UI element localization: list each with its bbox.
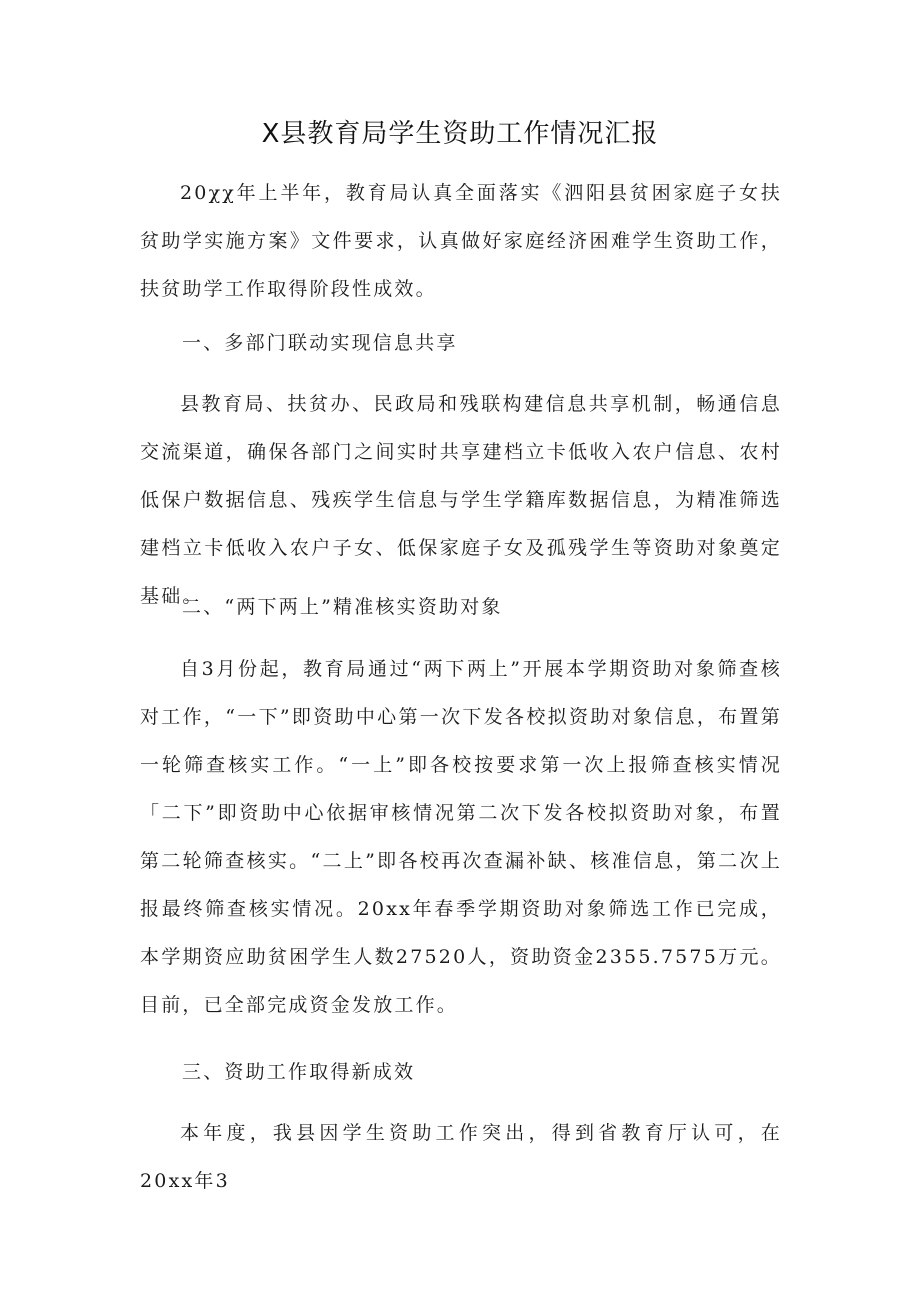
intro-paragraph: 20χχ年上半年，教育局认真全面落实《泗阳县贫困家庭子女扶贫助学实施方案》文件要求，认真做好家庭经济困难学生资助工作，扶贫助学工作取得阶段性成效。 (140, 182, 782, 300)
section-heading-3: 三、资助工作取得新成效 (182, 1061, 416, 1083)
section-heading-2: 二、“两下两上”精准核实资助对象 (182, 596, 503, 618)
section-2-paragraph: 自3月份起，教育局通过“两下两上”开展本学期资助对象筛查核对工作，“一下”即资助中心第一次下发各校拟资助对象信息，布置第一轮筛查核实工作。“一上”即各校按要求第一次上报筛查核实情况「二下”即资助中心依据审核情况第二次下发各校拟资助对象，布置第二轮筛查核实。“二上”即各校再次查漏补缺、核准信息，第二次上报最终筛查核实情况。20xx年春季学期资助对象筛选工作已完成，本学期资应助贫困学生人数27520人，资助资金2355.7575万元。目前，已全部完成资金发放工作。 (140, 658, 782, 1016)
section-3-paragraph: 本年度，我县因学生资助工作突出，得到省教育厅认可，在20xx年3 (140, 1122, 782, 1192)
section-heading-1: 一、多部门联动实现信息共享 (182, 332, 458, 354)
section-1-paragraph: 县教育局、扶贫办、民政局和残联构建信息共享机制，畅通信息交流渠道，确保各部门之间实时共享建档立卡低收入农户信息、农村低保户数据信息、残疾学生信息与学生学籍库数据信息，为精准筛选建档立卡低收入农户子女、低保家庭子女及孤残学生等资助对象奠定基础。 (140, 393, 782, 607)
document-title: X县教育局学生资助工作情况汇报 (261, 119, 659, 149)
